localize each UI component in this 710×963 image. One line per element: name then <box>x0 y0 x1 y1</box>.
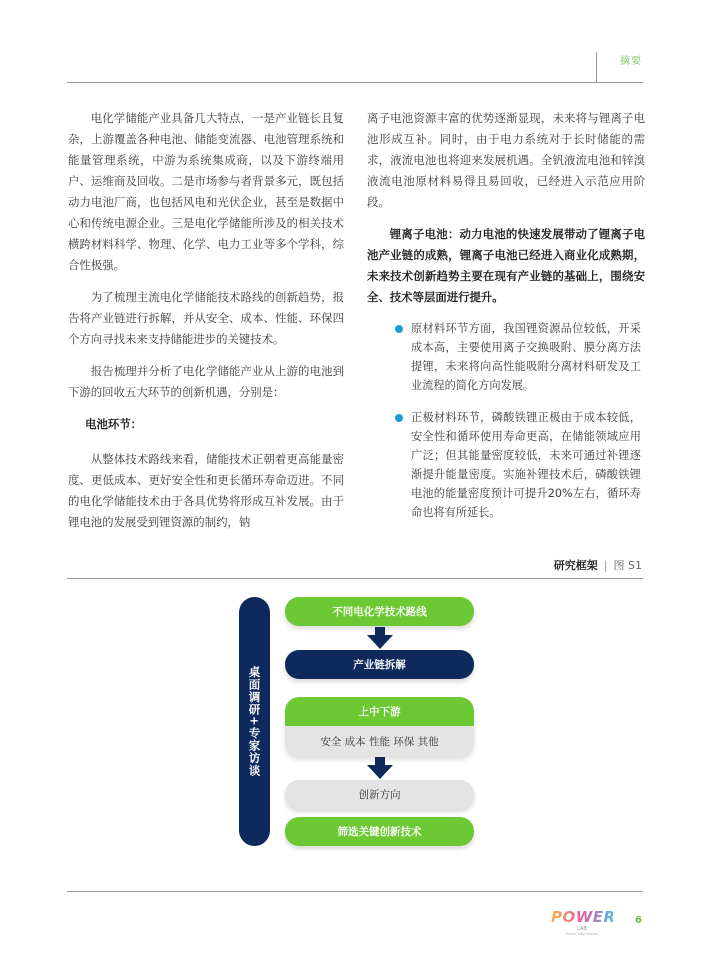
paragraph-continuation: 离子电池资源丰富的优势逐渐显现，未来将与锂离子电池形成互补。同时，由于电力系统对于长时储能的需求，液流电池也将迎来发展机遇。全钒液流电池和锌溴液流电池原材料易得且易回收，已经进入示范应用阶段。 <box>367 111 645 209</box>
paragraph-tech-route: 从整体技术路线来看，储能技术正朝着更高能量密度、更低成本、更好安全性和更长循环寿命迈进。不同的电化学储能技术由于各具优势将形成互补发展。由于锂电池的发展受到锂资源的制约，钠 <box>68 452 344 529</box>
paragraph-features: 电化学储能产业具备几大特点，一是产业链长且复杂，上游覆盖各种电池、储能变流器、电池管理系统和能量管理系统，中游为系统集成商，以及下游终端用户、运维商及回收。二是市场参与者背景多元，既包括动力电池厂商，也包括风电和光伏企业，甚至是数据中心和传统电源企业。三是电化学储能所涉及的相关技术横跨材料科学、物理、化学、电力工业等多个学科，综合性极强。 <box>68 111 344 272</box>
step-innovation-direction: 创新方向 <box>285 780 474 809</box>
header-divider-vertical <box>596 52 597 83</box>
power-lab-logo <box>551 908 616 939</box>
header-rule <box>67 82 643 83</box>
page-number: 6 <box>635 915 642 926</box>
step-segments-title: 上中下游 <box>285 697 474 726</box>
lithium-ion-summary: 锂离子电池：动力电池的快速发展带动了锂离子电池产业链的成熟，锂离子电池已经进入商业化成熟期，未来技术创新趋势主要在现有产业链的基础上，围绕安全、技术等层面进行提升。 <box>367 227 645 304</box>
bullet-text: 原材料环节方面，我国锂资源品位较低，开采成本高，主要使用离子交换吸附、膜分离方法提锂，未来将向高性能吸附分离材料研发及工业流程的简化方向发展。 <box>411 322 641 392</box>
step-tech-routes: 不同电化学技术路线 <box>285 597 474 626</box>
figure-caption-separator: | <box>603 559 608 572</box>
bullet-dot-icon <box>395 325 403 333</box>
paragraph-five-links: 报告梳理并分析了电化学储能产业从上游的电池到下游的回收五大环节的创新机遇，分别是： <box>68 364 344 399</box>
step-dimensions: 安全 成本 性能 环保 其他 <box>320 736 439 748</box>
section-label: 摘要 <box>620 56 642 67</box>
battery-section-heading: 电池环节： <box>85 417 143 431</box>
list-item <box>367 319 645 395</box>
footer-rule <box>67 891 643 892</box>
bullet-text: 正极材料环节，磷酸铁锂正极由于成本较低，安全性和循环使用寿命更高，在储能领域应用广泛；但其能量密度较低，未来可通过补锂逐渐提升能量密度。实施补锂技术后，磷酸铁锂电池的能量密度预计可提升20%左右，循环寿命也将有所延长。 <box>411 411 641 519</box>
left-column <box>68 108 344 544</box>
logo-tagline: Power Information <box>565 932 599 936</box>
arrow-down-icon <box>367 627 393 649</box>
list-item <box>367 408 645 522</box>
figure-caption <box>554 557 642 573</box>
figure-number: 图 S1 <box>613 559 642 572</box>
figure-title: 研究框架 <box>553 559 598 572</box>
step-chain-segments <box>285 697 474 757</box>
bullet-dot-icon <box>395 414 403 422</box>
research-method-label: 桌面调研+专家访谈 <box>247 666 262 777</box>
bullet-list <box>367 319 645 522</box>
step-chain-breakdown: 产业链拆解 <box>285 650 474 679</box>
step-key-technologies: 筛选关键创新技术 <box>285 817 474 846</box>
figure-rule <box>67 578 643 579</box>
research-method-bar <box>239 597 270 846</box>
logo-wordmark: POWER <box>551 908 616 926</box>
paragraph-approach: 为了梳理主流电化学储能技术路线的创新趋势，报告将产业链进行拆解，并从安全、成本、性能、环保四个方向寻找未来支持储能进步的关键技术。 <box>68 290 344 346</box>
logo-subtext: LAB <box>577 926 587 932</box>
arrow-down-icon <box>367 757 393 779</box>
right-column <box>367 108 645 535</box>
